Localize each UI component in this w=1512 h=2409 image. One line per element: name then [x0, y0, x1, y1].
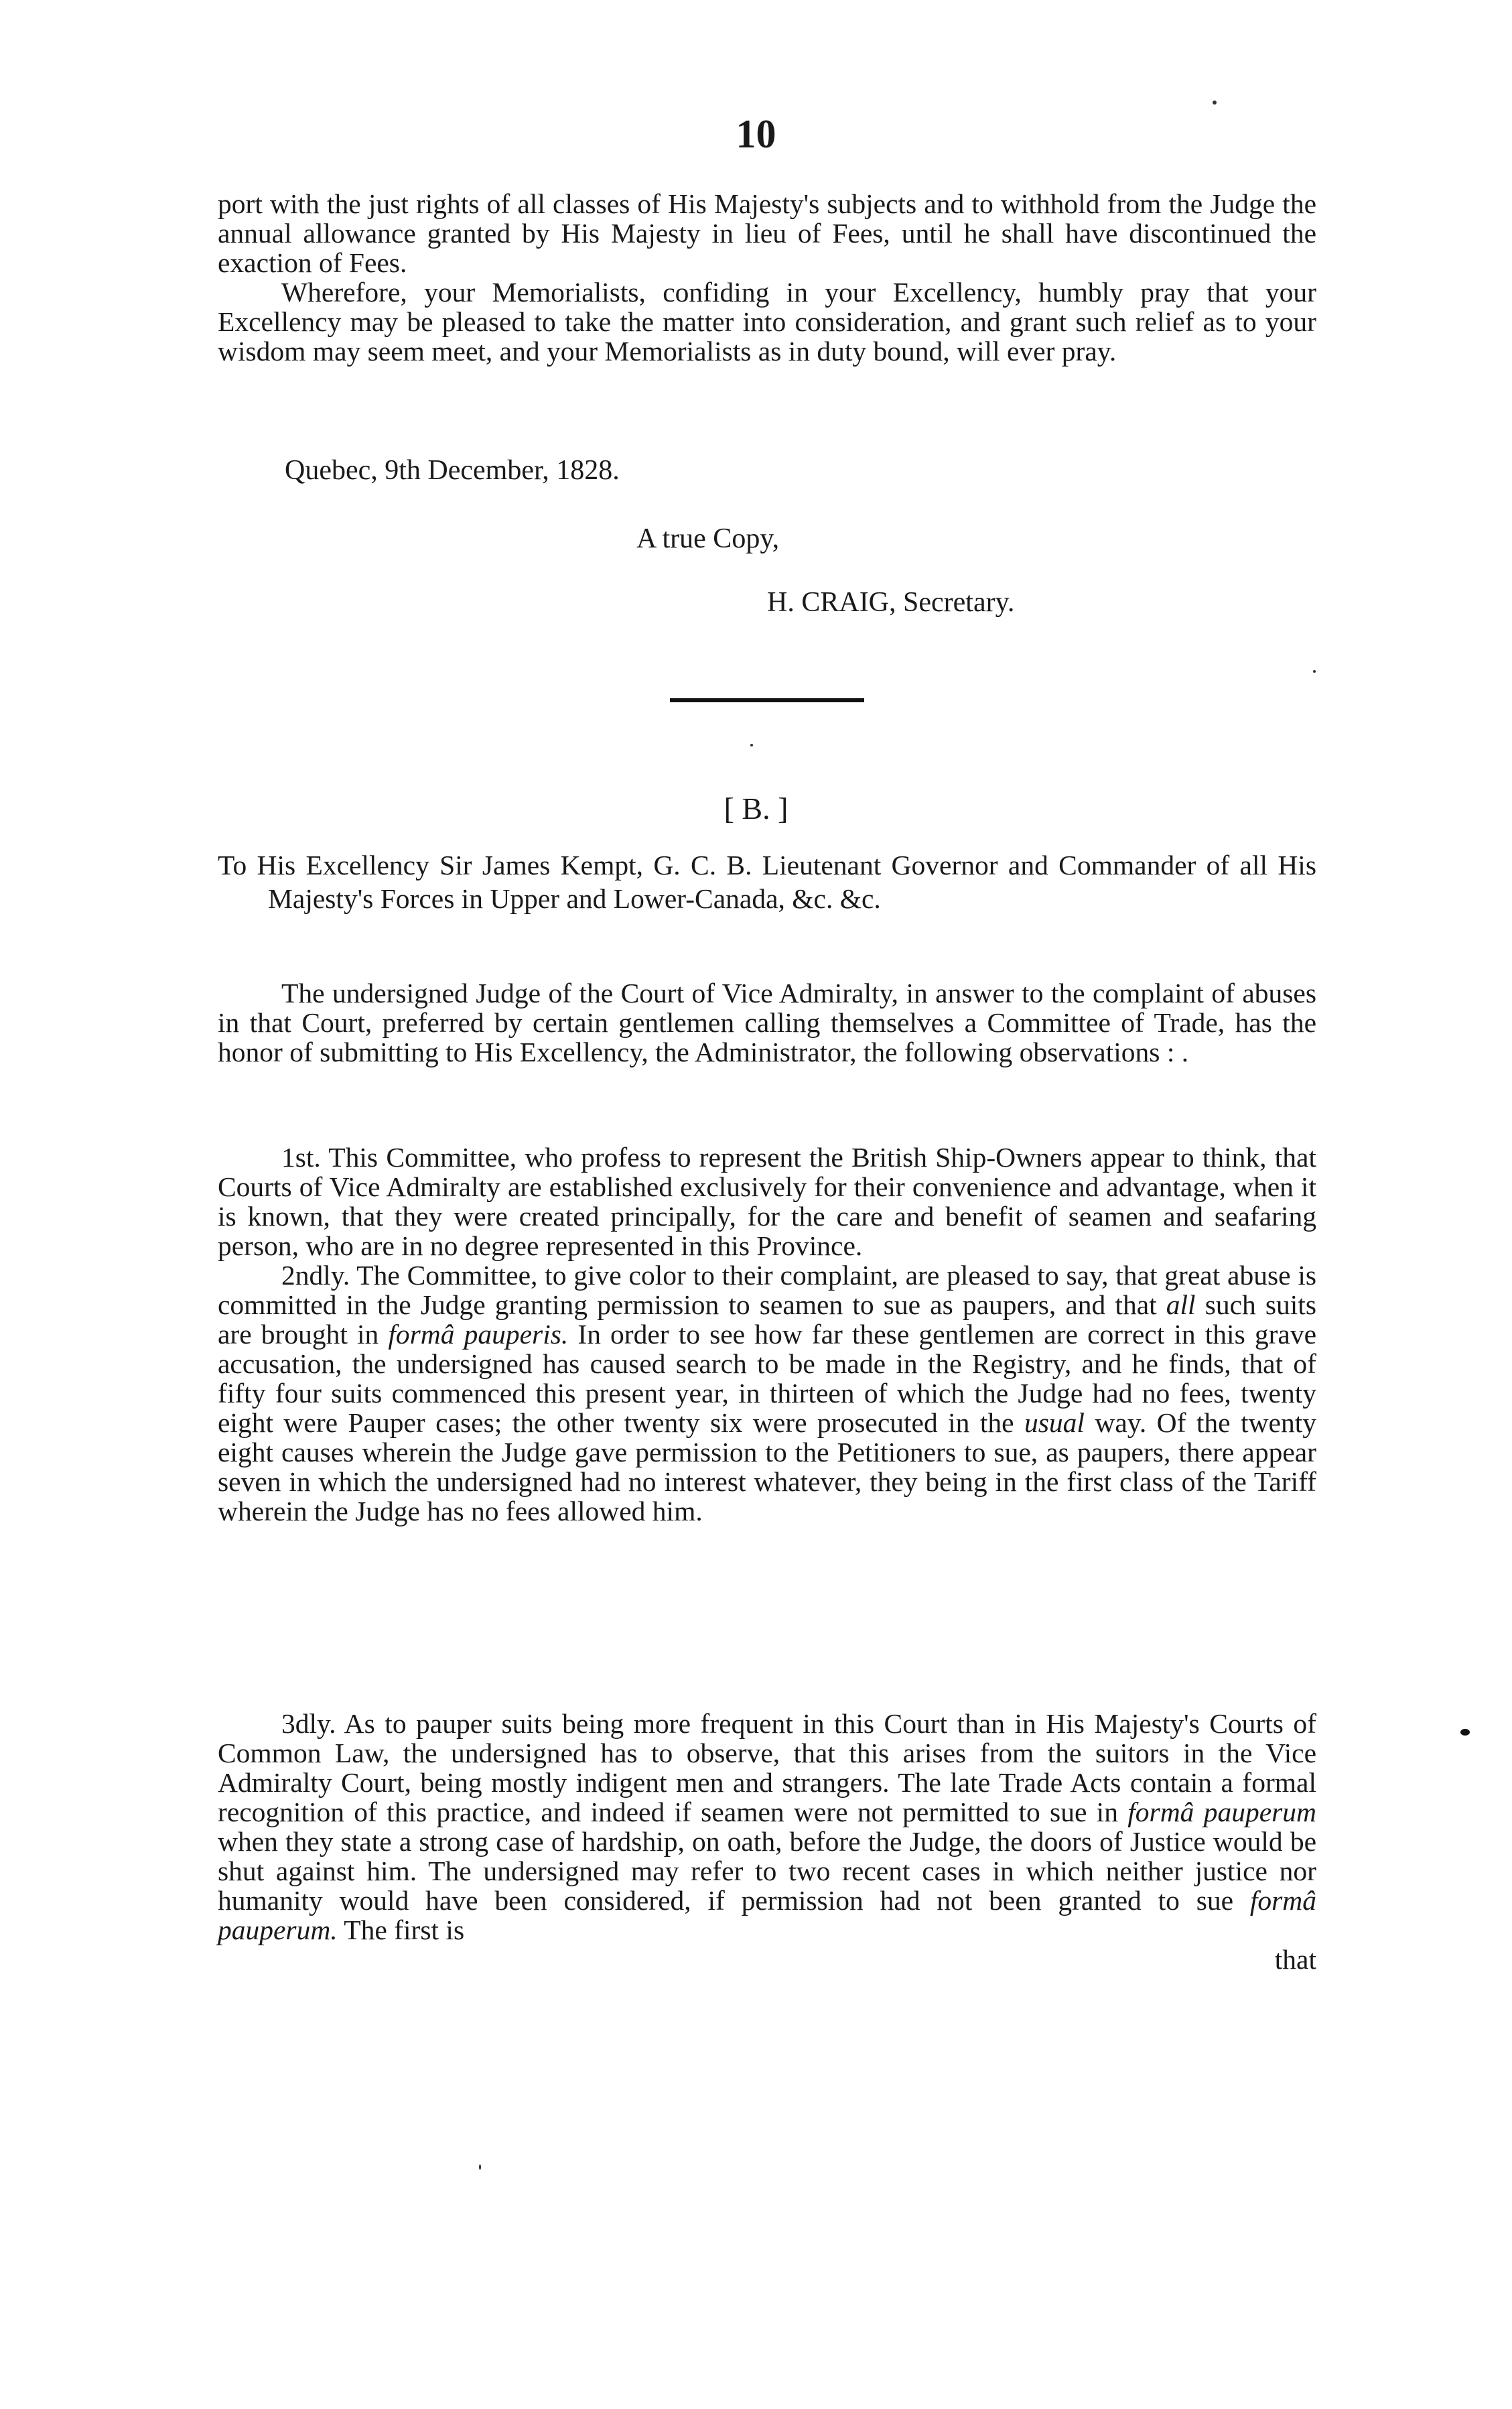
- opening-text: [218, 189, 1316, 366]
- page-number: 10: [736, 112, 776, 156]
- print-speck: [1313, 670, 1316, 673]
- point-second-forma: formâ pauperis.: [388, 1319, 569, 1350]
- memorial-intro: The undersigned Judge of the Court of Vice Admiralty, in answer to the complaint of abuses in that Court, preferred by certain gentlemen calling themselves a Committee of Trade, has the honor of submitting to His Excellency, the Administrator, the following observations : .: [218, 978, 1316, 1067]
- print-speck: [750, 744, 753, 746]
- point-third-text-b: when they state a strong case of hardship, on oath, before the Judge, the doors of Justice would be shut against him. The undersigned may refer to two recent cases in which neither justice nor humanity would have been considered, if permission had not been granted to sue: [218, 1826, 1316, 1916]
- point-second-all: all: [1166, 1289, 1196, 1320]
- point-third-forma-2: formâ pauperum.: [218, 1885, 1316, 1945]
- section-divider: [670, 698, 864, 702]
- point-third-text-c: The first is: [337, 1914, 465, 1945]
- catchword: that: [1274, 1944, 1316, 1975]
- point-second: [218, 1260, 1316, 1526]
- point-second-text-a: 2ndly. The Committee, to give color to their complaint, are pleased to say, that great abuse is committed in the Judge granting permission to seamen to sue as paupers, and that: [218, 1260, 1316, 1320]
- point-second-usual: usual: [1024, 1407, 1085, 1438]
- print-speck: [479, 2164, 481, 2170]
- memorial-third-block: [218, 1709, 1316, 1974]
- address-heading: [218, 848, 1316, 915]
- point-second-text-c: In order to see how far these gentlemen are correct in this grave accusation, the undersigned has caused search to be made in the Registry, and he finds, that of fifty four suits commenced this present year, in thirteen of which the Judge had no fees, twenty eight were Pauper cases; the other twenty six were prosecuted in the: [218, 1319, 1316, 1438]
- memorial-points-block: [218, 1143, 1316, 1526]
- point-second-text-d: way. Of the twenty eight causes wherein the Judge gave permission to the Petitioners to sue, as paupers, there appear seven in which the undersigned had no interest whatever, they being in the first class of the Tariff wherein the Judge has no fees allowed him.: [218, 1407, 1316, 1526]
- point-first: 1st. This Committee, who profess to represent the British Ship-Owners appear to think, that Courts of Vice Admiralty are established exclusively for their convenience and advantage, when it is known, that they were created principally, for the care and benefit of seamen and seafaring person, who are in no degree represented in this Province.: [218, 1142, 1316, 1261]
- true-copy-line: A true Copy,: [636, 523, 780, 554]
- point-third: [218, 1709, 1316, 1945]
- point-second-text-b: such suits are brought in: [218, 1289, 1316, 1350]
- print-speck: [1460, 1729, 1470, 1736]
- address-text: To His Excellency Sir James Kempt, G. C. B. Lieutenant Governor and Commander of all His Majesty's Forces in Upper and Lower-Canada, &c. &c.: [218, 850, 1316, 914]
- opening-paragraph-2: Wherefore, your Memorialists, confiding in your Excellency, humbly pray that your Excellency may be pleased to take the matter into consideration, and grant such relief as to your wisdom may seem meet, and your Memorialists as in duty bound, will ever pray.: [218, 277, 1316, 367]
- date-line: Quebec, 9th December, 1828.: [285, 455, 620, 486]
- secretary-signature: H. CRAIG, Secretary.: [767, 587, 1015, 618]
- section-marker: [ B. ]: [724, 791, 788, 826]
- opening-paragraph-1: port with the just rights of all classes of His Majesty's subjects and to withhold from the Judge the annual allowance granted by His Majesty in lieu of Fees, until he shall have discontinued the exaction of Fees.: [218, 188, 1316, 278]
- point-third-forma-1: formâ pauperum: [1127, 1797, 1317, 1827]
- point-third-text-a: 3dly. As to pauper suits being more frequent in this Court than in His Majesty's Courts of Common Law, the undersigned has to observe, that this arises from the suitors in the Vice Admiralty Court, being mostly indigent men and strangers. The late Trade Acts contain a formal recognition of this practice, and indeed if seamen were not permitted to sue in: [218, 1708, 1316, 1827]
- memorial-intro-block: [218, 978, 1316, 1067]
- print-speck: [1213, 101, 1217, 105]
